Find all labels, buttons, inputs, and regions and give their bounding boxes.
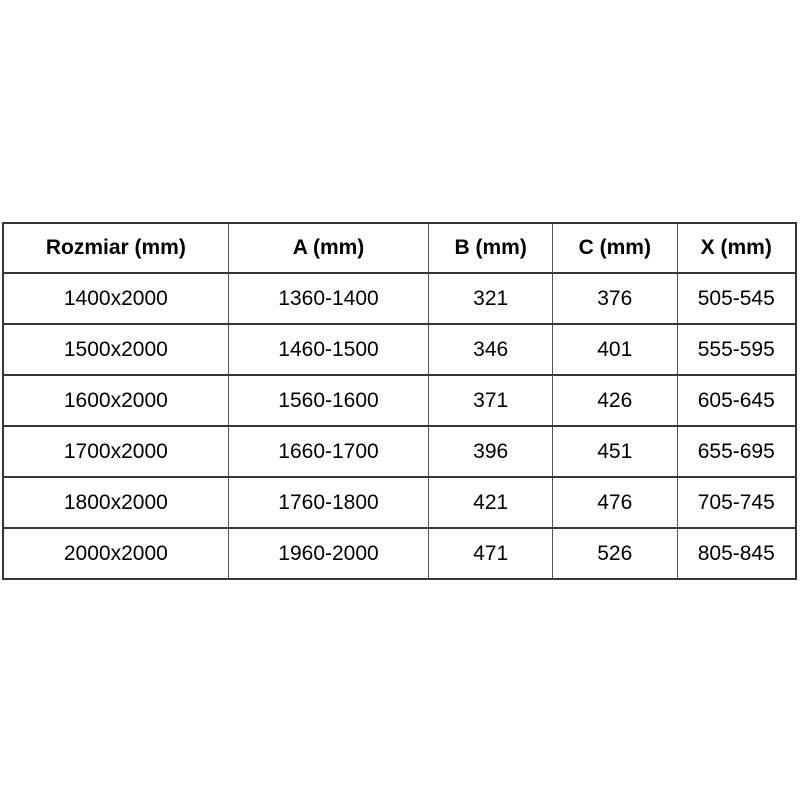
- table-cell-c: 526: [553, 528, 678, 579]
- column-header-a: A (mm): [228, 223, 429, 273]
- size-spec-table: [2, 222, 797, 580]
- column-header-x: X (mm): [677, 223, 796, 273]
- table-cell-b: 421: [429, 477, 553, 528]
- table-cell-rozmiar: 2000x2000: [3, 528, 228, 579]
- header-row: [3, 223, 796, 273]
- column-header-rozmiar: Rozmiar (mm): [3, 223, 228, 273]
- table-cell-a: 1960-2000: [228, 528, 429, 579]
- table-row: [3, 477, 796, 528]
- table-cell-a: 1660-1700: [228, 426, 429, 477]
- table-cell-x: 805-845: [677, 528, 796, 579]
- table-cell-x: 555-595: [677, 324, 796, 375]
- table-cell-rozmiar: 1700x2000: [3, 426, 228, 477]
- table-cell-a: 1360-1400: [228, 273, 429, 324]
- table-cell-a: 1760-1800: [228, 477, 429, 528]
- table-row: [3, 528, 796, 579]
- table-cell-a: 1560-1600: [228, 375, 429, 426]
- size-spec-table-container: [2, 222, 797, 580]
- table-cell-rozmiar: 1800x2000: [3, 477, 228, 528]
- table-cell-rozmiar: 1600x2000: [3, 375, 228, 426]
- table-cell-b: 396: [429, 426, 553, 477]
- table-cell-c: 451: [553, 426, 678, 477]
- table-cell-c: 426: [553, 375, 678, 426]
- table-cell-b: 471: [429, 528, 553, 579]
- table-cell-c: 401: [553, 324, 678, 375]
- table-cell-x: 655-695: [677, 426, 796, 477]
- table-row: [3, 426, 796, 477]
- table-cell-c: 376: [553, 273, 678, 324]
- table-cell-rozmiar: 1400x2000: [3, 273, 228, 324]
- table-cell-a: 1460-1500: [228, 324, 429, 375]
- table-row: [3, 375, 796, 426]
- table-cell-b: 371: [429, 375, 553, 426]
- column-header-c: C (mm): [553, 223, 678, 273]
- table-cell-c: 476: [553, 477, 678, 528]
- table-cell-x: 605-645: [677, 375, 796, 426]
- table-cell-b: 346: [429, 324, 553, 375]
- table-cell-x: 705-745: [677, 477, 796, 528]
- table-cell-x: 505-545: [677, 273, 796, 324]
- column-header-b: B (mm): [429, 223, 553, 273]
- table-row: [3, 324, 796, 375]
- table-cell-rozmiar: 1500x2000: [3, 324, 228, 375]
- table-cell-b: 321: [429, 273, 553, 324]
- table-row: [3, 273, 796, 324]
